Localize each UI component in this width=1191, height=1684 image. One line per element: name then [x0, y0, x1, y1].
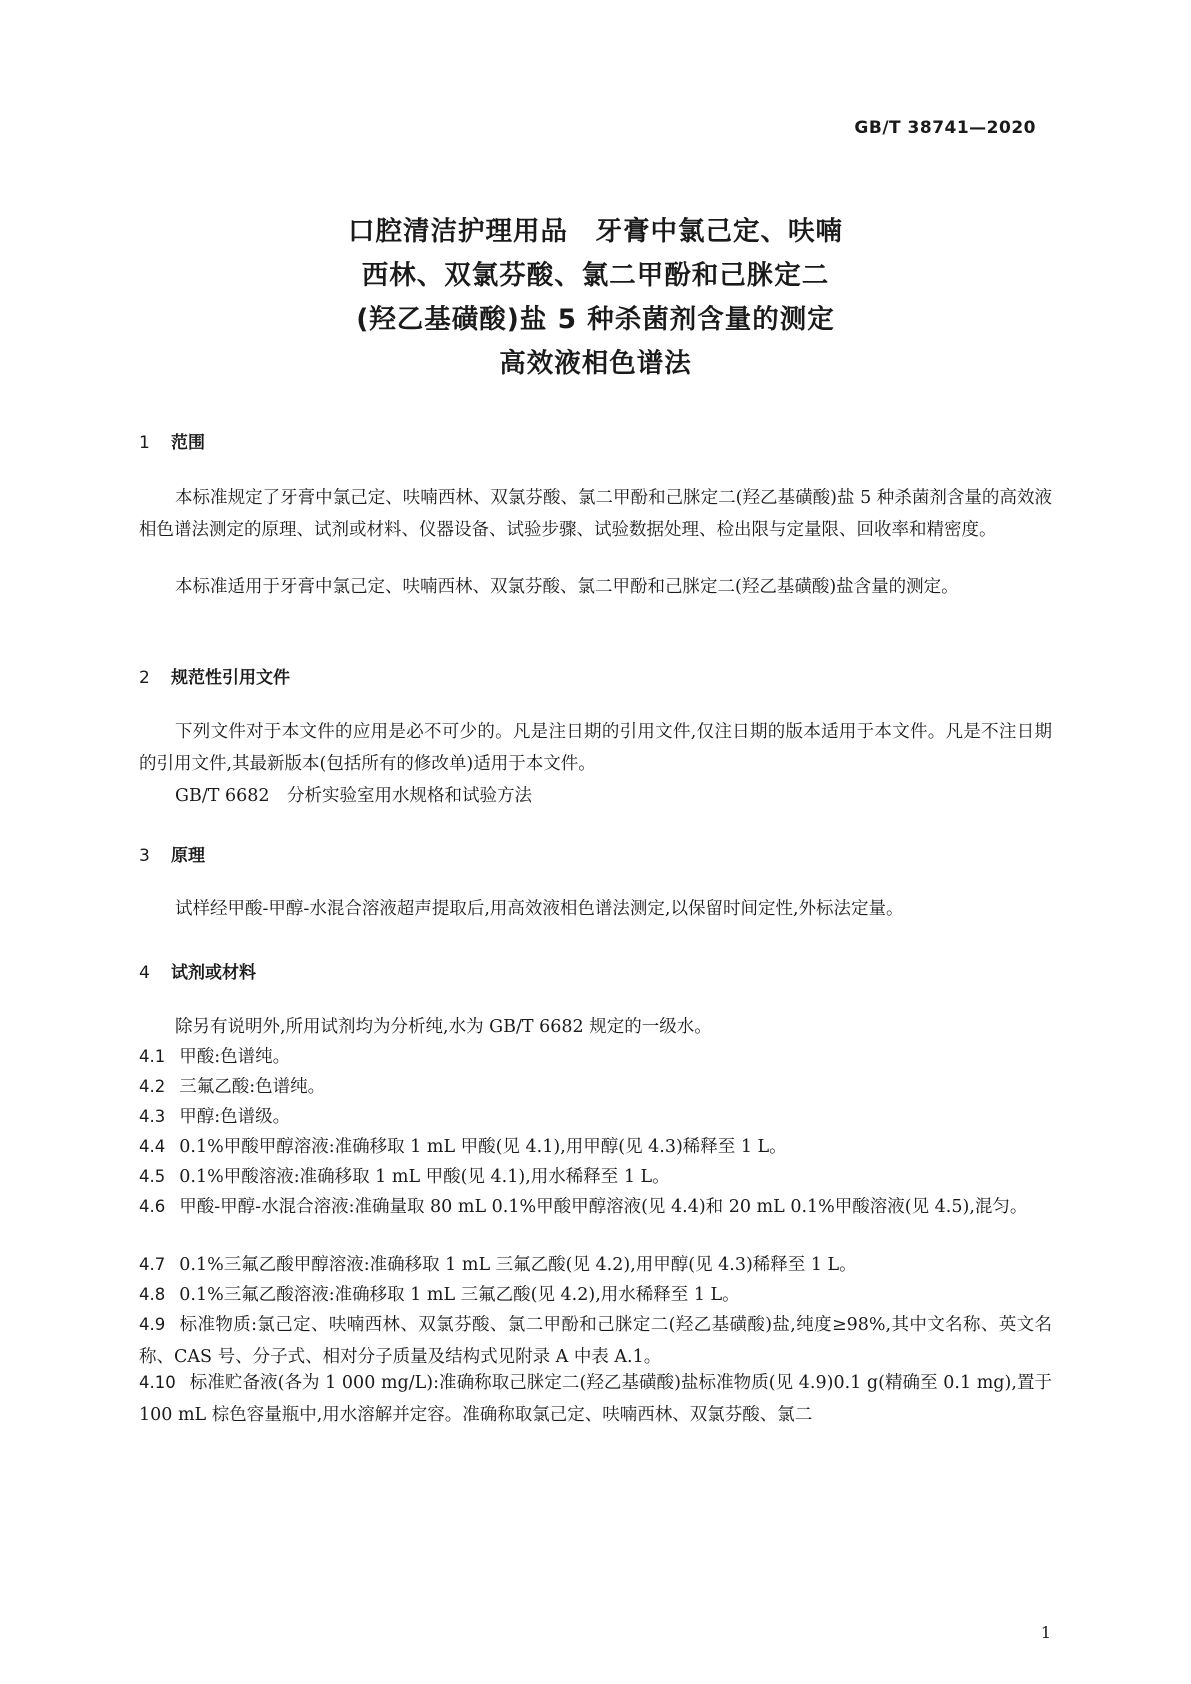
item-number: 4.8	[139, 1285, 166, 1304]
item-text: 标准贮备液(各为 1 000 mg/L):准确称取己脒定二(羟乙基磺酸)盐标准物质(见 4.9)0.1 g(精确至 0.1 mg),置于 100 mL 棕色容量瓶中,用水溶解并定容。准确称取氯己定、呋喃西林、双氯芬酸、氯二	[139, 1373, 1052, 1425]
item-number: 4.4	[139, 1137, 166, 1156]
item-number: 4.2	[139, 1077, 166, 1096]
section-title: 试剂或材料	[171, 963, 256, 983]
list-item	[139, 1309, 1052, 1373]
title-line: 高效液相色谱法	[499, 348, 692, 379]
list-item	[139, 1071, 1052, 1103]
section-title: 原理	[171, 846, 205, 866]
section-heading-normative-references	[139, 663, 290, 688]
section-number: 1	[139, 433, 150, 453]
item-text: 0.1%甲酸甲醇溶液:准确移取 1 mL 甲酸(见 4.1),用甲醇(见 4.3)稀释至 1 L。	[179, 1137, 787, 1157]
item-number: 4.10	[139, 1373, 176, 1392]
list-item	[139, 1161, 1052, 1193]
section-heading-reagents	[139, 958, 256, 983]
item-number: 4.1	[139, 1047, 166, 1066]
item-number: 4.7	[139, 1255, 166, 1274]
item-text: 0.1%三氟乙酸溶液:准确移取 1 mL 三氟乙酸(见 4.2),用水稀释至 1 L。	[179, 1285, 740, 1305]
section-number: 3	[139, 846, 150, 866]
list-item	[139, 1101, 1052, 1133]
section-title: 范围	[171, 433, 205, 453]
page-number: 1	[1040, 1623, 1051, 1642]
item-number: 4.9	[139, 1315, 166, 1334]
reference-entry: GB/T 6682 分析实验室用水规格和试验方法	[175, 786, 533, 806]
section-number: 4	[139, 963, 150, 983]
list-item	[139, 1131, 1052, 1163]
list-item	[139, 1041, 1052, 1073]
section-title: 规范性引用文件	[171, 668, 290, 688]
paragraph: 本标准规定了牙膏中氯己定、呋喃西林、双氯芬酸、氯二甲酚和己脒定二(羟乙基磺酸)盐 5 种杀菌剂含量的高效液相色谱法测定的原理、试剂或材料、仪器设备、试验步骤、试验数据处理、检出限与定量限、回收率和精密度。	[139, 488, 1052, 540]
item-text: 0.1%三氟乙酸甲醇溶液:准确移取 1 mL 三氟乙酸(见 4.2),用甲醇(见 4.3)稀释至 1 L。	[179, 1255, 857, 1275]
title-line: 口腔清洁护理用品 牙膏中氯己定、呋喃	[348, 216, 843, 247]
paragraph: 下列文件对于本文件的应用是必不可少的。凡是注日期的引用文件,仅注日期的版本适用于本文件。凡是不注日期的引用文件,其最新版本(包括所有的修改单)适用于本文件。	[139, 722, 1052, 774]
item-number: 4.5	[139, 1167, 166, 1186]
title-line: (羟乙基磺酸)盐 5 种杀菌剂含量的测定	[356, 304, 835, 335]
section-number: 2	[139, 668, 150, 688]
section-heading-principle	[139, 841, 205, 866]
item-text: 甲酸-甲醇-水混合溶液:准确量取 80 mL 0.1%甲酸甲醇溶液(见 4.4)和 20 mL 0.1%甲酸溶液(见 4.5),混匀。	[179, 1197, 1028, 1217]
item-text: 三氟乙酸:色谱纯。	[179, 1077, 326, 1097]
item-text: 标准物质:氯己定、呋喃西林、双氯芬酸、氯二甲酚和己脒定二(羟乙基磺酸)盐,纯度≥98%,其中文名称、英文名称、CAS 号、分子式、相对分子质量及结构式见附录 A 中表 A.1。	[139, 1315, 1052, 1367]
list-item	[139, 1367, 1052, 1431]
item-number: 4.3	[139, 1107, 166, 1126]
list-item	[139, 1191, 1052, 1223]
paragraph: 试样经甲酸-甲醇-水混合溶液超声提取后,用高效液相色谱法测定,以保留时间定性,外标法定量。	[175, 899, 904, 919]
document-title	[0, 210, 1191, 386]
list-item	[139, 1249, 1052, 1281]
item-text: 甲酸:色谱纯。	[179, 1047, 291, 1067]
section-heading-scope	[139, 428, 205, 453]
standard-code: GB/T 38741—2020	[854, 118, 1036, 138]
item-text: 0.1%甲酸溶液:准确移取 1 mL 甲酸(见 4.1),用水稀释至 1 L。	[179, 1167, 670, 1187]
item-text: 甲醇:色谱级。	[179, 1107, 291, 1127]
paragraph: 除另有说明外,所用试剂均为分析纯,水为 GB/T 6682 规定的一级水。	[175, 1017, 712, 1037]
list-item	[139, 1279, 1052, 1311]
paragraph: 本标准适用于牙膏中氯己定、呋喃西林、双氯芬酸、氯二甲酚和己脒定二(羟乙基磺酸)盐含量的测定。	[175, 577, 959, 597]
title-line: 西林、双氯芬酸、氯二甲酚和己脒定二	[361, 260, 830, 291]
item-number: 4.6	[139, 1197, 166, 1216]
